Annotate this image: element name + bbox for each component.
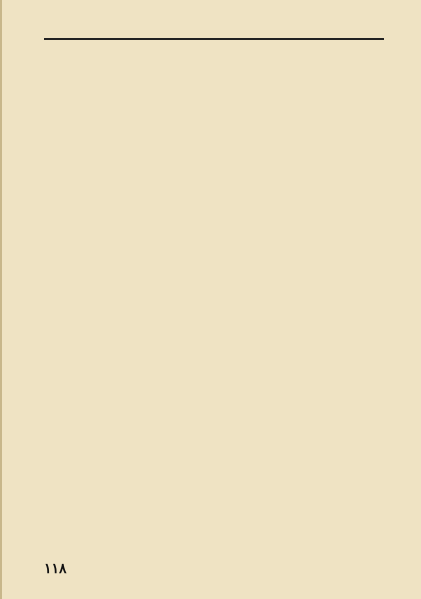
- page-number: ۱۱۸: [44, 561, 67, 577]
- body-text: [44, 44, 384, 562]
- header-rule: [44, 38, 384, 40]
